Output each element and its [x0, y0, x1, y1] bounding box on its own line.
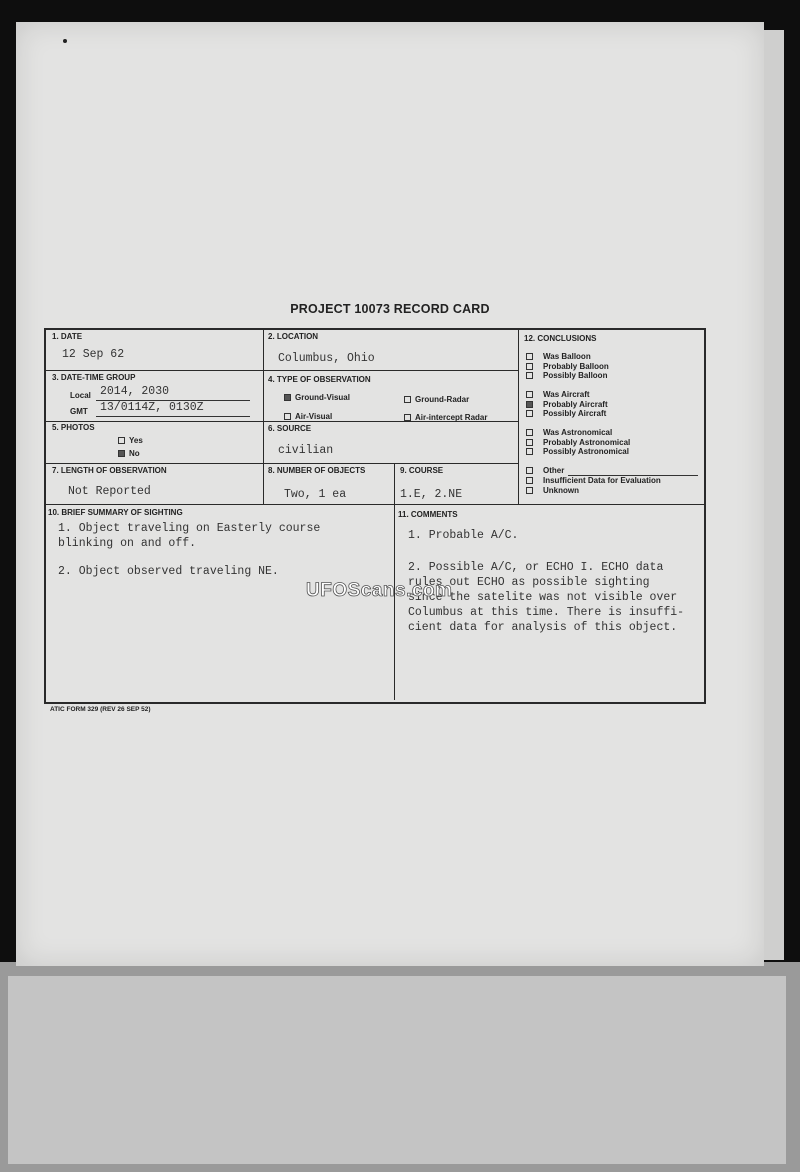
course-value: 1.E, 2.NE — [400, 488, 463, 501]
photos-yes-option: Yes — [118, 436, 143, 445]
checkbox-icon — [526, 410, 533, 417]
watermark: UFOScans.com — [306, 580, 453, 601]
scan-background-bottom — [0, 962, 800, 1172]
comments-line-6: cient data for analysis of this object. — [408, 621, 678, 634]
checkbox-checked-icon — [118, 450, 125, 457]
checkbox-checked-icon — [526, 401, 533, 408]
checkbox-checked-icon — [284, 394, 291, 401]
checkbox-icon — [526, 448, 533, 455]
ground-radar-option: Ground-Radar — [404, 395, 469, 404]
record-card-page — [16, 22, 764, 966]
conclusion-was-aircraft: Was Aircraft — [526, 390, 590, 399]
record-card-form — [44, 328, 706, 704]
date-label: 1. DATE — [52, 332, 83, 341]
local-label: Local — [70, 391, 91, 400]
checkbox-icon — [404, 396, 411, 403]
gmt-label: GMT — [70, 407, 88, 416]
conclusion-insufficient-data: Insufficient Data for Evaluation — [526, 476, 661, 485]
checkbox-icon — [526, 477, 533, 484]
summary-line-2: blinking on and off. — [58, 537, 197, 550]
source-value: civilian — [278, 444, 334, 457]
summary-line-3: 2. Object observed traveling NE. — [58, 565, 279, 578]
conclusion-probably-aircraft: Probably Aircraft — [526, 400, 608, 409]
comments-label: 11. COMMENTS — [398, 510, 458, 519]
location-value: Columbus, Ohio — [278, 352, 375, 365]
checkbox-icon — [404, 414, 411, 421]
card-title: PROJECT 10073 RECORD CARD — [290, 302, 490, 316]
length-of-observation-label: 7. LENGTH OF OBSERVATION — [52, 466, 167, 475]
checkbox-icon — [284, 413, 291, 420]
brief-summary-label: 10. BRIEF SUMMARY OF SIGHTING — [48, 508, 183, 517]
location-label: 2. LOCATION — [268, 332, 319, 341]
comments-line-4: since the satelite was not visible over — [408, 591, 678, 604]
date-time-group-label: 3. DATE-TIME GROUP — [52, 373, 136, 382]
form-id: ATIC FORM 329 (REV 26 SEP 52) — [50, 706, 151, 713]
photos-no-option: No — [118, 449, 140, 458]
conclusion-was-astronomical: Was Astronomical — [526, 428, 612, 437]
checkbox-icon — [526, 363, 533, 370]
conclusion-possibly-astronomical: Possibly Astronomical — [526, 447, 629, 456]
conclusion-probably-balloon: Probably Balloon — [526, 362, 609, 371]
number-of-objects-label: 8. NUMBER OF OBJECTS — [268, 466, 366, 475]
conclusion-other: Other — [526, 466, 564, 475]
type-of-observation-label: 4. TYPE OF OBSERVATION — [268, 375, 371, 384]
ground-visual-option: Ground-Visual — [284, 393, 350, 402]
checkbox-icon — [526, 467, 533, 474]
number-of-objects-value: Two, 1 ea — [284, 488, 347, 501]
air-visual-option: Air-Visual — [284, 412, 332, 421]
checkbox-icon — [526, 439, 533, 446]
summary-line-1: 1. Object traveling on Easterly course — [58, 522, 321, 535]
checkbox-icon — [526, 487, 533, 494]
speck — [63, 39, 67, 43]
conclusion-possibly-balloon: Possibly Balloon — [526, 371, 607, 380]
checkbox-icon — [118, 437, 125, 444]
conclusions-label: 12. CONCLUSIONS — [524, 334, 597, 343]
source-label: 6. SOURCE — [268, 424, 312, 433]
comments-line-3: rules out ECHO as possible sighting — [408, 576, 650, 589]
checkbox-icon — [526, 372, 533, 379]
course-label: 9. COURSE — [400, 466, 444, 475]
comments-line-2: 2. Possible A/C, or ECHO I. ECHO data — [408, 561, 664, 574]
photos-label: 5. PHOTOS — [52, 423, 95, 432]
comments-line-1: 1. Probable A/C. — [408, 529, 519, 542]
checkbox-icon — [526, 429, 533, 436]
checkbox-icon — [526, 353, 533, 360]
comments-line-5: Columbus at this time. There is insuffi- — [408, 606, 685, 619]
gmt-time-value: 13/0114Z, 0130Z — [100, 401, 204, 414]
checkbox-icon — [526, 391, 533, 398]
air-intercept-radar-option: Air-intercept Radar — [404, 413, 487, 422]
conclusion-unknown: Unknown — [526, 486, 579, 495]
conclusion-possibly-aircraft: Possibly Aircraft — [526, 409, 606, 418]
local-time-value: 2014, 2030 — [100, 385, 170, 398]
conclusion-was-balloon: Was Balloon — [526, 352, 591, 361]
length-of-observation-value: Not Reported — [68, 485, 151, 498]
conclusion-probably-astronomical: Probably Astronomical — [526, 438, 630, 447]
date-value: 12 Sep 62 — [62, 348, 125, 361]
